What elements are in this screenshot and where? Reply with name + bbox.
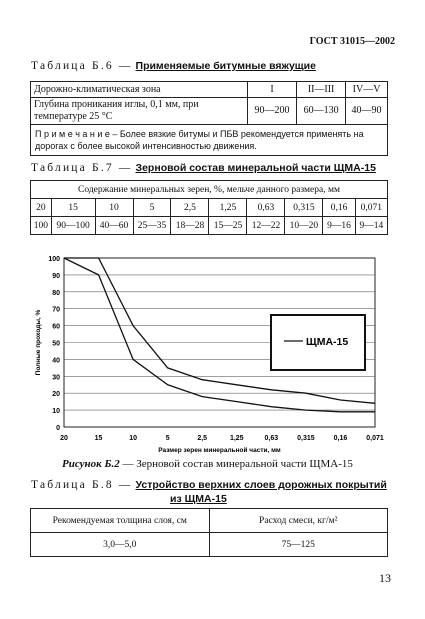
table8-caption-title: Устройство верхних слоев дорожных покрытий xyxy=(135,479,387,491)
y-tick-label: 90 xyxy=(52,272,60,280)
table7-value-cell: 90—100 xyxy=(51,217,95,235)
table7-size-cell: 2,5 xyxy=(171,199,209,217)
table7-value-cell: 12—22 xyxy=(247,217,285,235)
table8 xyxy=(30,508,388,557)
table7-size-cell: 15 xyxy=(51,199,95,217)
y-axis-label: Полные проходы, % xyxy=(35,309,42,376)
table7-caption-title: Зерновой состав минеральной части ЩМА-15 xyxy=(135,162,376,174)
table6-depth-c2: 60—130 xyxy=(297,98,346,125)
table7-value-cell: 100 xyxy=(31,217,52,235)
x-tick-label: 0,63 xyxy=(264,435,279,442)
table7-value-cell: 10—20 xyxy=(285,217,323,235)
y-tick-label: 60 xyxy=(52,323,60,331)
y-tick-label: 30 xyxy=(52,374,60,382)
document-header: ГОСТ 31015—2002 xyxy=(309,36,395,47)
y-tick-label: 100 xyxy=(48,256,60,263)
table8-col1-value: 3,0—5,0 xyxy=(31,533,210,557)
table7-header: Содержание минеральных зерен, %, мельче данного размера, мм xyxy=(31,181,388,199)
table7-size-cell: 5 xyxy=(133,199,171,217)
y-tick-label: 40 xyxy=(52,357,60,365)
table6-zone-c1: I xyxy=(248,82,297,98)
x-tick-label: 0,071 xyxy=(366,435,384,442)
table7-size-cell: 1,25 xyxy=(209,199,247,217)
x-tick-label: 5 xyxy=(165,435,170,442)
figure-label: Рисунок Б.2 xyxy=(62,458,120,470)
table7-size-cell: 0,071 xyxy=(355,199,387,217)
table6-depth-label: Глубина проникания иглы, 0,1 мм, при температуре 25 °С xyxy=(31,98,248,125)
table7-caption-prefix: Таблица Б.7 — xyxy=(31,162,133,174)
table8-col2-header: Расход смеси, кг/м² xyxy=(209,509,388,533)
table6-zone-c3: IV—V xyxy=(346,82,388,98)
table6-depth-c1: 90—200 xyxy=(248,98,297,125)
table7-value-cell: 25—35 xyxy=(133,217,171,235)
x-tick-label: 0,315 xyxy=(297,435,315,442)
x-tick-label: 0,16 xyxy=(333,435,348,442)
y-tick-label: 0 xyxy=(56,425,60,432)
table8-caption-title-2: из ЩМА-15 xyxy=(170,493,227,505)
table6-depth-c3: 40—90 xyxy=(346,98,388,125)
x-tick-label: 1,25 xyxy=(229,435,244,442)
table6-zone-c2: II—III xyxy=(297,82,346,98)
table7-value-cell: 15—25 xyxy=(209,217,247,235)
table7-size-cell: 0,16 xyxy=(323,199,355,217)
table7-value-cell: 9—16 xyxy=(323,217,355,235)
table6-caption-title: Применяемые битумные вяжущие xyxy=(135,60,316,72)
table7-size-cell: 0,315 xyxy=(285,199,323,217)
table8-col1-header: Рекомендуемая толщина слоя, см xyxy=(31,509,210,533)
table7-size-cell: 0,63 xyxy=(247,199,285,217)
figure-caption-text: — Зерновой состав минеральной части ЩМА-15 xyxy=(122,458,353,470)
table7-size-cell: 10 xyxy=(95,199,133,217)
legend-label: ЩМА-15 xyxy=(306,336,349,348)
x-tick-label: 2,5 xyxy=(197,435,208,442)
table7-value-cell: 9—14 xyxy=(355,217,387,235)
table6-note: П р и м е ч а н и е – Более вязкие битумы и ПБВ рекомендуется применять на дорогах с более высокой интенсивностью движения. xyxy=(31,125,388,156)
y-tick-label: 20 xyxy=(52,391,60,399)
figure-caption xyxy=(62,458,353,470)
table7-value-cell: 18—28 xyxy=(171,217,209,235)
x-tick-label: 15 xyxy=(94,435,103,442)
y-tick-label: 70 xyxy=(52,306,60,314)
table8-caption xyxy=(31,479,387,491)
x-tick-label: 10 xyxy=(129,435,138,442)
x-tick-label: 20 xyxy=(60,435,68,442)
table6-caption-prefix: Таблица Б.6 — xyxy=(31,60,133,72)
x-axis-label: Размер зерен минеральной части, мм xyxy=(158,447,281,454)
table7-value-cell: 40—60 xyxy=(95,217,133,235)
table6-zone-label: Дорожно-климатическая зона xyxy=(31,82,248,98)
table-row xyxy=(31,533,388,557)
y-tick-label: 80 xyxy=(52,289,60,297)
table7-size-cell: 20 xyxy=(31,199,52,217)
table-row xyxy=(31,509,388,533)
y-tick-label: 10 xyxy=(52,408,60,416)
table8-caption-prefix: Таблица Б.8 — xyxy=(31,479,133,491)
page-number: 13 xyxy=(379,571,391,585)
table8-caption-line2 xyxy=(170,493,227,505)
table8-col2-value: 75—125 xyxy=(209,533,388,557)
y-tick-label: 50 xyxy=(52,340,60,348)
